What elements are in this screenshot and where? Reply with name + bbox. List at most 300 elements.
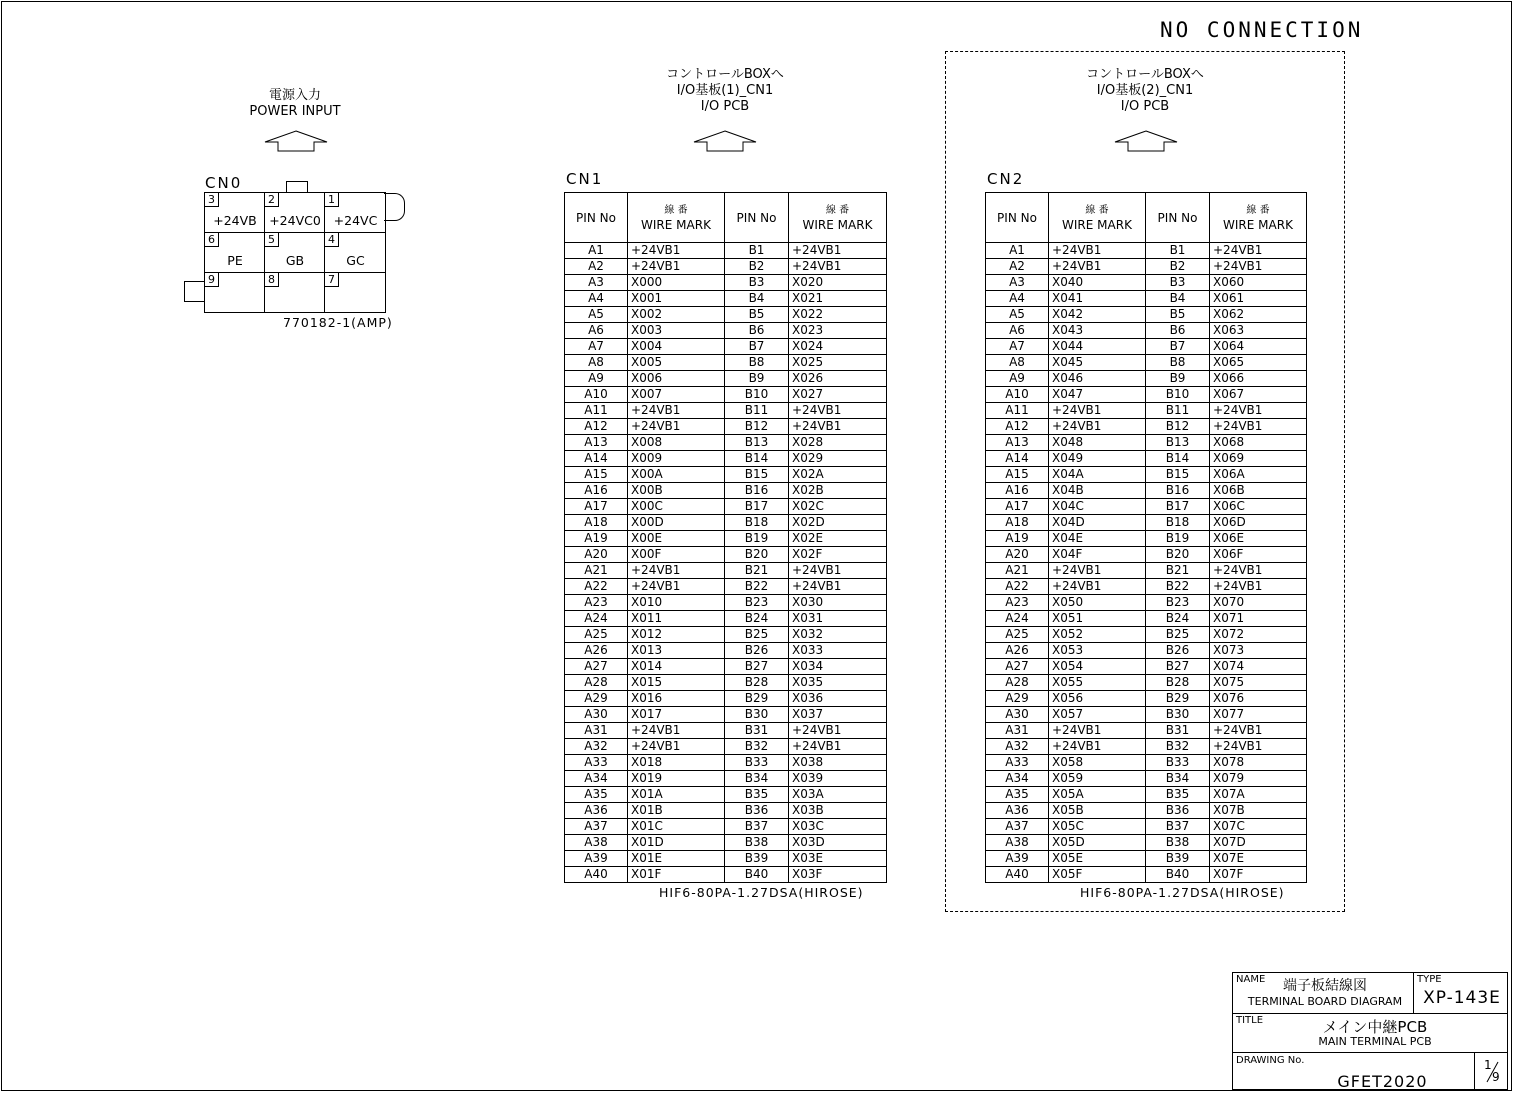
pin-b-cell: B11 (725, 403, 789, 419)
wire-mark-a-cell: X056 (1049, 691, 1146, 707)
pin-b-cell: B19 (725, 531, 789, 547)
wire-mark-a-cell: +24VB1 (1049, 563, 1146, 579)
wire-mark-a-cell: X014 (628, 659, 725, 675)
table-row (565, 611, 887, 627)
table-row (986, 595, 1307, 611)
wire-mark-b-cell: X032 (789, 627, 887, 643)
wire-mark-b-cell: X028 (789, 435, 887, 451)
table-row (986, 259, 1307, 275)
table-row (565, 291, 887, 307)
cn1-part-label: HIF6-80PA-1.27DSA(HIROSE) (659, 885, 864, 900)
cn1-caption-line1: コントロールBOXへ (666, 67, 784, 82)
pin-a-cell: A22 (565, 579, 628, 595)
wire-mark-a-cell: +24VB1 (1049, 403, 1146, 419)
table-row (565, 755, 887, 771)
table-row (565, 659, 887, 675)
cn0-pin-signal: +24VC (333, 213, 378, 228)
sheet-num: 1 (1484, 1058, 1492, 1072)
wire-mark-a-cell: X01F (628, 867, 725, 883)
table-row (565, 387, 887, 403)
pin-b-cell: B38 (725, 835, 789, 851)
wire-mark-b-cell: X023 (789, 323, 887, 339)
pin-a-cell: A25 (565, 627, 628, 643)
pin-b-cell: B14 (725, 451, 789, 467)
wire-mark-a-cell: +24VB1 (628, 259, 725, 275)
wire-mark-b-cell: X02A (789, 467, 887, 483)
pin-a-cell: A15 (986, 467, 1049, 483)
wire-mark-b-cell: X034 (789, 659, 887, 675)
table-row (565, 851, 887, 867)
wire-mark-b-cell: +24VB1 (789, 563, 887, 579)
pin-a-cell: A34 (565, 771, 628, 787)
title-block-divider (1232, 1052, 1508, 1053)
wire-mark-a-cell: X058 (1049, 755, 1146, 771)
wire-mark-b-cell: X079 (1210, 771, 1307, 787)
table-row (565, 371, 887, 387)
table-row (986, 755, 1307, 771)
wire-mark-header-en: WIRE MARK (1062, 217, 1132, 232)
wire-mark-a-cell: X047 (1049, 387, 1146, 403)
table-row (565, 323, 887, 339)
pin-b-cell: B2 (1146, 259, 1210, 275)
cn0-latch-left (184, 281, 205, 302)
name-en: TERMINAL BOARD DIAGRAM (1247, 995, 1403, 1008)
power-caption-en: POWER INPUT (249, 104, 341, 119)
pin-b-cell: B8 (725, 355, 789, 371)
wire-mark-b-cell: +24VB1 (789, 579, 887, 595)
pin-b-cell: B31 (725, 723, 789, 739)
pin-b-cell: B7 (1146, 339, 1210, 355)
cn0-pin-cell (264, 272, 325, 313)
table-row (986, 659, 1307, 675)
wire-mark-a-cell: +24VB1 (1049, 739, 1146, 755)
cn0-pin-signal: GB (285, 253, 305, 268)
pin-a-cell: A24 (986, 611, 1049, 627)
pin-a-cell: A24 (565, 611, 628, 627)
pin-a-cell: A18 (986, 515, 1049, 531)
wire-mark-a-cell: X049 (1049, 451, 1146, 467)
table-header-row (986, 193, 1307, 243)
table-row (565, 707, 887, 723)
wire-mark-a-cell: +24VB1 (1049, 579, 1146, 595)
wire-mark-a-cell: +24VB1 (628, 563, 725, 579)
pin-no-header: PIN No (1146, 193, 1210, 243)
wire-mark-b-cell: X063 (1210, 323, 1307, 339)
table-row (565, 739, 887, 755)
wire-mark-header-jp: 線 番 (1085, 204, 1109, 216)
wire-mark-b-cell: X022 (789, 307, 887, 323)
pin-a-cell: A28 (986, 675, 1049, 691)
pin-a-cell: A1 (565, 243, 628, 259)
cn0-pin-signal: +24VC0 (269, 213, 321, 228)
pin-b-cell: B16 (1146, 483, 1210, 499)
wire-mark-a-cell: +24VB1 (628, 739, 725, 755)
wire-mark-b-cell: X029 (789, 451, 887, 467)
table-row (565, 675, 887, 691)
pin-b-cell: B16 (725, 483, 789, 499)
wire-mark-b-cell: X064 (1210, 339, 1307, 355)
wire-mark-a-cell: X053 (1049, 643, 1146, 659)
pin-a-cell: A5 (565, 307, 628, 323)
table-row (565, 483, 887, 499)
wire-mark-a-cell: X057 (1049, 707, 1146, 723)
table-row (986, 275, 1307, 291)
wire-mark-header-en: WIRE MARK (802, 217, 873, 232)
wire-mark-a-cell: X05B (1049, 803, 1146, 819)
wire-mark-a-cell: X045 (1049, 355, 1146, 371)
pin-b-cell: B20 (725, 547, 789, 563)
wire-mark-b-cell: X07D (1210, 835, 1307, 851)
wire-mark-b-cell: X02B (789, 483, 887, 499)
wire-mark-header-en: WIRE MARK (1223, 217, 1293, 232)
wire-mark-a-cell: +24VB1 (1049, 419, 1146, 435)
wire-mark-a-cell: X01C (628, 819, 725, 835)
pin-b-cell: B10 (1146, 387, 1210, 403)
wire-mark-a-cell: X011 (628, 611, 725, 627)
wire-mark-a-cell: X044 (1049, 339, 1146, 355)
table-row (986, 339, 1307, 355)
cn0-pin-cell (264, 232, 325, 273)
wire-mark-b-cell: +24VB1 (1210, 403, 1307, 419)
wire-mark-a-cell: +24VB1 (1049, 259, 1146, 275)
cn0-pin-number: 5 (264, 232, 279, 247)
pin-a-cell: A14 (986, 451, 1049, 467)
wire-mark-b-cell: X03E (789, 851, 887, 867)
table-row (986, 435, 1307, 451)
pin-a-cell: A27 (986, 659, 1049, 675)
cn0-pin-cell (204, 232, 265, 273)
table-row (986, 723, 1307, 739)
wire-mark-a-cell: X05A (1049, 787, 1146, 803)
pin-b-cell: B15 (1146, 467, 1210, 483)
wire-mark-a-cell: X004 (628, 339, 725, 355)
wire-mark-header-jp: 線 番 (825, 204, 850, 216)
wire-mark-b-cell: X033 (789, 643, 887, 659)
pin-b-cell: B32 (725, 739, 789, 755)
pin-a-cell: A30 (986, 707, 1049, 723)
wire-mark-a-cell: X05E (1049, 851, 1146, 867)
wire-mark-b-cell: X06D (1210, 515, 1307, 531)
pin-a-cell: A17 (565, 499, 628, 515)
wire-mark-b-cell: +24VB1 (1210, 579, 1307, 595)
wire-mark-a-cell: X008 (628, 435, 725, 451)
pin-b-cell: B5 (1146, 307, 1210, 323)
pin-a-cell: A2 (986, 259, 1049, 275)
wire-mark-b-cell: X062 (1210, 307, 1307, 323)
table-row (986, 419, 1307, 435)
wire-mark-b-cell: X074 (1210, 659, 1307, 675)
wire-mark-a-cell: X01D (628, 835, 725, 851)
table-row (986, 483, 1307, 499)
cn0-pin-number: 8 (264, 272, 279, 287)
wire-mark-b-cell: X037 (789, 707, 887, 723)
table-row (565, 771, 887, 787)
wire-mark-a-cell: X04D (1049, 515, 1146, 531)
pin-b-cell: B26 (725, 643, 789, 659)
cn1-caption-line2: I/O基板(1)_CN1 (676, 83, 774, 98)
pin-a-cell: A23 (986, 595, 1049, 611)
pin-a-cell: A21 (986, 563, 1049, 579)
table-row (986, 627, 1307, 643)
wire-mark-a-cell: +24VB1 (628, 579, 725, 595)
pin-b-cell: B33 (725, 755, 789, 771)
pin-a-cell: A35 (986, 787, 1049, 803)
pin-b-cell: B20 (1146, 547, 1210, 563)
pin-a-cell: A14 (565, 451, 628, 467)
wire-mark-a-cell: X01E (628, 851, 725, 867)
pin-a-cell: A29 (986, 691, 1049, 707)
wire-mark-a-cell: X00D (628, 515, 725, 531)
pin-b-cell: B5 (725, 307, 789, 323)
pin-b-cell: B10 (725, 387, 789, 403)
table-row (986, 867, 1307, 883)
cn0-pin-cell (324, 272, 386, 313)
pin-b-cell: B6 (1146, 323, 1210, 339)
pin-b-cell: B9 (1146, 371, 1210, 387)
wire-mark-b-cell: X07B (1210, 803, 1307, 819)
pin-a-cell: A16 (565, 483, 628, 499)
table-row (986, 739, 1307, 755)
wire-mark-header (1210, 193, 1307, 243)
pin-a-cell: A8 (986, 355, 1049, 371)
wire-mark-b-cell: X078 (1210, 755, 1307, 771)
table-row (565, 243, 887, 259)
pin-b-cell: B13 (1146, 435, 1210, 451)
pin-a-cell: A13 (986, 435, 1049, 451)
table-row (565, 355, 887, 371)
pin-a-cell: A28 (565, 675, 628, 691)
table-row (986, 499, 1307, 515)
cn0-pin-signal: +24VB (213, 213, 257, 228)
title-block-divider (1413, 972, 1414, 1014)
pin-b-cell: B35 (1146, 787, 1210, 803)
wire-mark-b-cell: +24VB1 (789, 403, 887, 419)
sheet-number (1478, 1058, 1506, 1086)
cn2-part-label: HIF6-80PA-1.27DSA(HIROSE) (1080, 885, 1285, 900)
table-row (986, 515, 1307, 531)
pin-b-cell: B37 (725, 819, 789, 835)
title-en: MAIN TERMINAL PCB (1318, 1035, 1432, 1048)
wire-mark-a-cell: X05C (1049, 819, 1146, 835)
wire-mark-b-cell: X038 (789, 755, 887, 771)
pin-a-cell: A33 (565, 755, 628, 771)
pin-b-cell: B22 (1146, 579, 1210, 595)
wire-mark-b-cell: +24VB1 (1210, 243, 1307, 259)
pin-b-cell: B3 (725, 275, 789, 291)
cn0-pin-cell (324, 232, 386, 273)
table-row (986, 643, 1307, 659)
table-row (986, 707, 1307, 723)
table-row (986, 531, 1307, 547)
wire-mark-b-cell: X06E (1210, 531, 1307, 547)
wire-mark-a-cell: X006 (628, 371, 725, 387)
cn0-pin-number: 9 (204, 272, 219, 287)
pin-a-cell: A6 (986, 323, 1049, 339)
pin-a-cell: A9 (565, 371, 628, 387)
pin-a-cell: A23 (565, 595, 628, 611)
table-row (565, 723, 887, 739)
table-row (986, 243, 1307, 259)
wire-mark-a-cell: X043 (1049, 323, 1146, 339)
pin-b-cell: B25 (1146, 627, 1210, 643)
power-input-caption (230, 88, 360, 120)
type-label: TYPE (1417, 974, 1442, 985)
cn2-caption-line1: コントロールBOXへ (1086, 67, 1204, 82)
wire-mark-a-cell: X04C (1049, 499, 1146, 515)
wire-mark-header-jp: 線 番 (1246, 204, 1270, 216)
wire-mark-b-cell: X030 (789, 595, 887, 611)
wire-mark-a-cell: X051 (1049, 611, 1146, 627)
wire-mark-a-cell: X05D (1049, 835, 1146, 851)
pin-a-cell: A37 (565, 819, 628, 835)
wire-mark-a-cell: +24VB1 (1049, 243, 1146, 259)
table-row (565, 307, 887, 323)
wire-mark-a-cell: X01B (628, 803, 725, 819)
wire-mark-a-cell: X017 (628, 707, 725, 723)
wire-mark-a-cell: X009 (628, 451, 725, 467)
wire-mark-b-cell: X021 (789, 291, 887, 307)
pin-a-cell: A3 (565, 275, 628, 291)
pin-a-cell: A38 (565, 835, 628, 851)
pin-b-cell: B12 (1146, 419, 1210, 435)
wire-mark-a-cell: X00E (628, 531, 725, 547)
pin-b-cell: B12 (725, 419, 789, 435)
pin-b-cell: B25 (725, 627, 789, 643)
pin-b-cell: B40 (1146, 867, 1210, 883)
wire-mark-a-cell: X041 (1049, 291, 1146, 307)
pin-a-cell: A10 (565, 387, 628, 403)
wire-mark-b-cell: X071 (1210, 611, 1307, 627)
wire-mark-header (789, 193, 887, 243)
wire-mark-b-cell: X02D (789, 515, 887, 531)
wire-mark-b-cell: +24VB1 (789, 723, 887, 739)
pin-b-cell: B39 (725, 851, 789, 867)
table-row (986, 323, 1307, 339)
pin-a-cell: A29 (565, 691, 628, 707)
pin-b-cell: B30 (1146, 707, 1210, 723)
wire-mark-b-cell: X025 (789, 355, 887, 371)
wire-mark-b-cell: +24VB1 (789, 739, 887, 755)
wire-mark-b-cell: X020 (789, 275, 887, 291)
pin-b-cell: B29 (725, 691, 789, 707)
pin-b-cell: B34 (1146, 771, 1210, 787)
table-row (565, 259, 887, 275)
table-row (986, 547, 1307, 563)
wire-mark-b-cell: X077 (1210, 707, 1307, 723)
wire-mark-a-cell: X00B (628, 483, 725, 499)
pin-b-cell: B1 (1146, 243, 1210, 259)
pin-a-cell: A39 (986, 851, 1049, 867)
pin-b-cell: B36 (725, 803, 789, 819)
table-row (986, 803, 1307, 819)
pin-b-cell: B34 (725, 771, 789, 787)
pin-a-cell: A32 (565, 739, 628, 755)
pin-b-cell: B18 (1146, 515, 1210, 531)
cn0-pin-number: 4 (324, 232, 339, 247)
pin-b-cell: B21 (1146, 563, 1210, 579)
wire-mark-a-cell: X000 (628, 275, 725, 291)
table-row (565, 339, 887, 355)
pin-a-cell: A18 (565, 515, 628, 531)
cn1-label: CN1 (566, 170, 604, 188)
name-jp: 端子板結線図 (1283, 978, 1367, 994)
pin-a-cell: A3 (986, 275, 1049, 291)
wire-mark-b-cell: X07F (1210, 867, 1307, 883)
wire-mark-a-cell: X05F (1049, 867, 1146, 883)
cn0-pin-signal: PE (227, 253, 243, 268)
cn0-label: CN0 (205, 174, 243, 192)
pin-b-cell: B3 (1146, 275, 1210, 291)
wire-mark-b-cell: X06F (1210, 547, 1307, 563)
pin-b-cell: B28 (725, 675, 789, 691)
pin-b-cell: B30 (725, 707, 789, 723)
sheet-den: 9 (1492, 1070, 1500, 1084)
pin-a-cell: A19 (986, 531, 1049, 547)
drawing-no-value: GFET2020 (1337, 1072, 1428, 1091)
wire-mark-b-cell: X02C (789, 499, 887, 515)
table-row (565, 515, 887, 531)
pin-a-cell: A7 (565, 339, 628, 355)
pin-a-cell: A40 (565, 867, 628, 883)
wire-mark-a-cell: +24VB1 (1049, 723, 1146, 739)
title-block-divider (1474, 1052, 1475, 1090)
cn1-caption-line3: I/O PCB (700, 99, 750, 114)
pin-b-cell: B22 (725, 579, 789, 595)
wire-mark-a-cell: X013 (628, 643, 725, 659)
wire-mark-b-cell: X02E (789, 531, 887, 547)
table-row (565, 403, 887, 419)
wire-mark-header-jp: 線 番 (664, 204, 688, 216)
table-row (986, 387, 1307, 403)
wire-mark-b-cell: +24VB1 (1210, 563, 1307, 579)
wire-mark-b-cell: X03F (789, 867, 887, 883)
pin-a-cell: A1 (986, 243, 1049, 259)
pin-a-cell: A32 (986, 739, 1049, 755)
wire-mark-b-cell: X039 (789, 771, 887, 787)
cn2-caption-line2: I/O基板(2)_CN1 (1096, 83, 1194, 98)
pin-no-header: PIN No (725, 193, 789, 243)
pin-a-cell: A7 (986, 339, 1049, 355)
wire-mark-a-cell: X052 (1049, 627, 1146, 643)
cn0-pin-cell (264, 192, 325, 233)
wire-mark-a-cell: X042 (1049, 307, 1146, 323)
pin-b-cell: B21 (725, 563, 789, 579)
wire-mark-b-cell: X065 (1210, 355, 1307, 371)
wire-mark-a-cell: X003 (628, 323, 725, 339)
pin-b-cell: B29 (1146, 691, 1210, 707)
table-row (986, 819, 1307, 835)
table-row (986, 291, 1307, 307)
title-jp: メイン中継PCB (1322, 1018, 1428, 1036)
pin-a-cell: A17 (986, 499, 1049, 515)
wire-mark-b-cell: X068 (1210, 435, 1307, 451)
pin-b-cell: B24 (1146, 611, 1210, 627)
pin-a-cell: A22 (986, 579, 1049, 595)
no-connection-label: NO CONNECTION (1160, 18, 1364, 42)
wire-mark-b-cell: X06B (1210, 483, 1307, 499)
wire-mark-b-cell: X061 (1210, 291, 1307, 307)
pin-a-cell: A37 (986, 819, 1049, 835)
wire-mark-b-cell: X072 (1210, 627, 1307, 643)
pin-a-cell: A19 (565, 531, 628, 547)
wire-mark-b-cell: X03D (789, 835, 887, 851)
pin-a-cell: A12 (986, 419, 1049, 435)
pin-a-cell: A2 (565, 259, 628, 275)
pin-b-cell: B6 (725, 323, 789, 339)
cn2-pin-table (985, 192, 1307, 883)
wire-mark-b-cell: X075 (1210, 675, 1307, 691)
table-row (986, 771, 1307, 787)
